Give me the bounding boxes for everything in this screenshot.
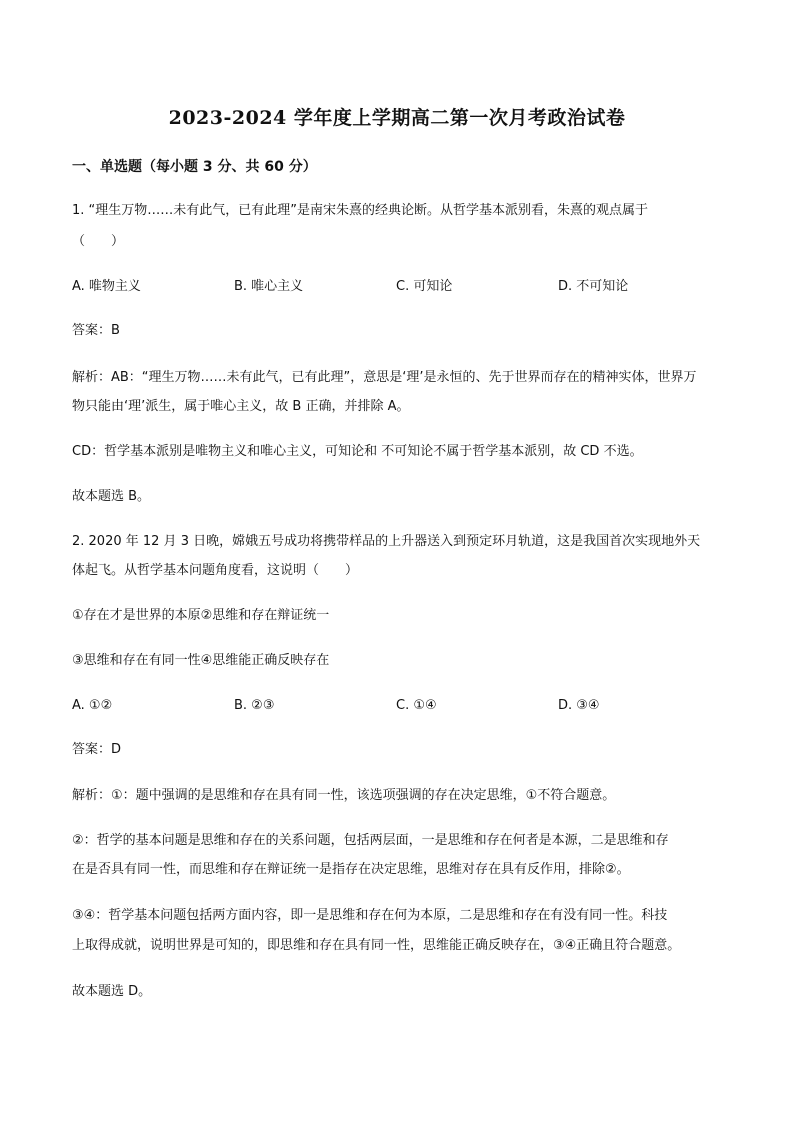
section-heading: 一、单选题（每小题 3 分、共 60 分） — [72, 159, 317, 175]
q2-analysis-line3: 在是否具有同一性，而思维和存在辩证统一是指存在决定思维，思维对存在具有反作用，排除②。 — [72, 862, 630, 877]
q1-option-a: A. 唯物主义 — [72, 279, 141, 294]
q2-option-a: A. ①② — [72, 698, 113, 713]
q2-answer: 答案：D — [72, 742, 122, 757]
q1-analysis-line1: 解析：AB：“理生万物……未有此气，已有此理”，意思是‘理’是永恒的、先于世界而存在的精神实体，世界万 — [72, 370, 697, 385]
q2-option-b: B. ②③ — [234, 698, 275, 713]
q2-analysis-line4: ③④：哲学基本问题包括两方面内容，即一是思维和存在何为本原，二是思维和存在有没有同一性。科技 — [72, 908, 668, 923]
q1-analysis-line2: 物只能由‘理’派生，属于唯心主义，故 B 正确，并排除 A。 — [72, 399, 410, 414]
q1-stem-line2: （ ） — [72, 234, 125, 249]
q2-analysis-line1: 解析：①：题中强调的是思维和存在具有同一性，该选项强调的存在决定思维，①不符合题意。 — [72, 788, 616, 803]
q1-answer: 答案：B — [72, 323, 120, 338]
q2-stem-line1: 2. 2020 年 12 月 3 日晚，嫦娥五号成功将携带样品的上升器送入到预定环月轨道，这是我国首次实现地外天 — [72, 534, 701, 549]
q1-option-c: C. 可知论 — [396, 279, 453, 294]
q2-analysis-line2: ②：哲学的基本问题是思维和存在的关系问题，包括两层面，一是思维和存在何者是本源，二是思维和存 — [72, 833, 669, 848]
q2-stem-line2: 体起飞。从哲学基本问题角度看，这说明（ ） — [72, 563, 359, 578]
q1-conclusion: 故本题选 B。 — [72, 489, 151, 504]
q1-analysis-line3: CD：哲学基本派别是唯物主义和唯心主义，可知论和 不可知论不属于哲学基本派别，故 CD 不选。 — [72, 444, 643, 459]
q1-option-d: D. 不可知论 — [558, 279, 629, 294]
q2-option-c: C. ①④ — [396, 698, 437, 713]
q1-stem-line1: 1. “理生万物……未有此气，已有此理”是南宋朱熹的经典论断。从哲学基本派别看，朱熹的观点属于 — [72, 203, 649, 218]
q2-option-d: D. ③④ — [558, 698, 600, 713]
exam-title: 2023-2024 学年度上学期高二第一次月考政治试卷 — [168, 107, 626, 129]
q2-statement-line1: ①存在才是世界的本原②思维和存在辩证统一 — [72, 608, 330, 623]
q2-statement-line2: ③思维和存在有同一性④思维能正确反映存在 — [72, 653, 330, 668]
q2-conclusion: 故本题选 D。 — [72, 984, 152, 999]
q2-analysis-line5: 上取得成就，说明世界是可知的，即思维和存在具有同一性，思维能正确反映存在，③④正确且符合题意。 — [72, 938, 681, 953]
q1-option-b: B. 唯心主义 — [234, 279, 304, 294]
